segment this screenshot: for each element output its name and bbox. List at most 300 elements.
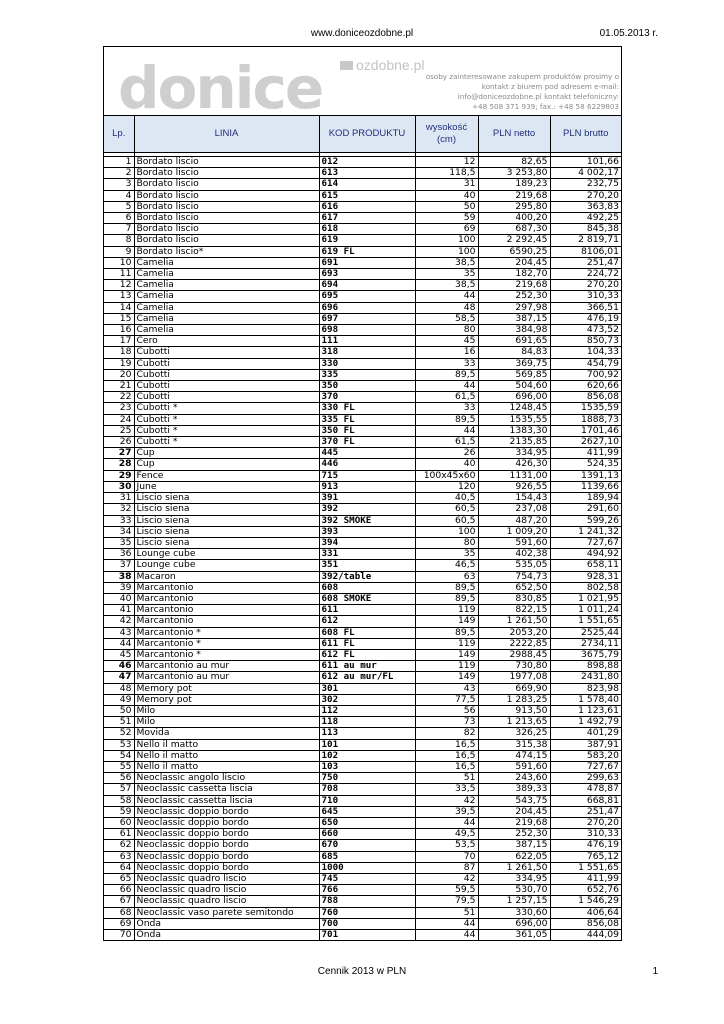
- cell-lp: 22: [104, 392, 134, 403]
- cell-brutto: 232,75: [550, 179, 621, 190]
- cell-lp: 46: [104, 661, 134, 672]
- cell-wysokosc: 58,5: [415, 313, 478, 324]
- cell-netto: 334,95: [478, 448, 550, 459]
- cell-kod: 392 SMOKE: [319, 515, 415, 526]
- cell-kod: 697: [319, 313, 415, 324]
- cell-netto: 543,75: [478, 795, 550, 806]
- cell-brutto: 2627,10: [550, 437, 621, 448]
- cell-kod: 766: [319, 885, 415, 896]
- header-url: www.doniceozdobne.pl: [310, 28, 414, 39]
- cell-kod: 701: [319, 930, 415, 941]
- cell-kod: 331: [319, 549, 415, 560]
- table-row: [104, 235, 621, 246]
- cell-linia: Neoclassic vaso parete semitondo: [134, 907, 319, 918]
- table-row: [104, 817, 621, 828]
- cell-linia: Nello il matto: [134, 739, 319, 750]
- cell-linia: Milo: [134, 717, 319, 728]
- table-header-row: [104, 116, 621, 153]
- cell-linia: Cubotti: [134, 347, 319, 358]
- cell-brutto: 2 819,71: [550, 235, 621, 246]
- cell-netto: 487,20: [478, 515, 550, 526]
- cell-lp: 41: [104, 605, 134, 616]
- table-row: [104, 918, 621, 929]
- cell-lp: 47: [104, 672, 134, 683]
- cell-lp: 23: [104, 403, 134, 414]
- cell-kod: 693: [319, 269, 415, 280]
- cell-wysokosc: 56: [415, 705, 478, 716]
- table-row: [104, 157, 621, 168]
- cell-netto: 696,00: [478, 918, 550, 929]
- table-row: [104, 885, 621, 896]
- col-header-wysokosc: wysokość (cm): [415, 116, 478, 153]
- cell-linia: Camelia: [134, 257, 319, 268]
- cell-lp: 67: [104, 896, 134, 907]
- cell-brutto: 1 578,40: [550, 694, 621, 705]
- cell-brutto: 1888,73: [550, 414, 621, 425]
- cell-linia: Liscio siena: [134, 526, 319, 537]
- cell-wysokosc: 100: [415, 246, 478, 257]
- cell-wysokosc: 149: [415, 649, 478, 660]
- cell-wysokosc: 119: [415, 661, 478, 672]
- table-row: [104, 257, 621, 268]
- cell-wysokosc: 59,5: [415, 885, 478, 896]
- cell-linia: Neoclassic angolo liscio: [134, 773, 319, 784]
- cell-lp: 58: [104, 795, 134, 806]
- cell-linia: Camelia: [134, 302, 319, 313]
- cell-wysokosc: 77,5: [415, 694, 478, 705]
- cell-brutto: 270,20: [550, 190, 621, 201]
- cell-kod: 393: [319, 526, 415, 537]
- table-row: [104, 907, 621, 918]
- cell-linia: Fence: [134, 470, 319, 481]
- cell-linia: Marcantonio *: [134, 638, 319, 649]
- cell-wysokosc: 80: [415, 325, 478, 336]
- cell-linia: June: [134, 481, 319, 492]
- cell-lp: 59: [104, 806, 134, 817]
- cell-lp: 35: [104, 537, 134, 548]
- cell-wysokosc: 40,5: [415, 493, 478, 504]
- cell-brutto: 765,12: [550, 851, 621, 862]
- cell-wysokosc: 46,5: [415, 560, 478, 571]
- cell-lp: 11: [104, 269, 134, 280]
- cell-brutto: 3675,79: [550, 649, 621, 660]
- cell-netto: 2222,85: [478, 638, 550, 649]
- cell-linia: Bordato liscio*: [134, 246, 319, 257]
- cell-linia: Nello il matto: [134, 761, 319, 772]
- cell-lp: 54: [104, 750, 134, 761]
- cell-netto: 84,83: [478, 347, 550, 358]
- table-row: [104, 179, 621, 190]
- banner: [104, 47, 621, 116]
- cell-lp: 66: [104, 885, 134, 896]
- table-row: [104, 448, 621, 459]
- cell-netto: 1 261,50: [478, 616, 550, 627]
- cell-kod: 612 au mur/FL: [319, 672, 415, 683]
- cell-kod: 760: [319, 907, 415, 918]
- cell-lp: 65: [104, 874, 134, 885]
- cell-kod: 446: [319, 459, 415, 470]
- cell-lp: 68: [104, 907, 134, 918]
- cell-wysokosc: 61,5: [415, 437, 478, 448]
- cell-netto: 6590,25: [478, 246, 550, 257]
- cell-brutto: 366,51: [550, 302, 621, 313]
- cell-brutto: 727,67: [550, 537, 621, 548]
- cell-lp: 24: [104, 414, 134, 425]
- table-row: [104, 291, 621, 302]
- cell-wysokosc: 40: [415, 459, 478, 470]
- cell-brutto: 401,29: [550, 728, 621, 739]
- cell-wysokosc: 33,5: [415, 784, 478, 795]
- cell-wysokosc: 16,5: [415, 761, 478, 772]
- cell-lp: 37: [104, 560, 134, 571]
- cell-lp: 44: [104, 638, 134, 649]
- cell-netto: 1977,08: [478, 672, 550, 683]
- table-row: [104, 537, 621, 548]
- cell-netto: 3 253,80: [478, 168, 550, 179]
- cell-lp: 12: [104, 280, 134, 291]
- cell-linia: Memory pot: [134, 694, 319, 705]
- cell-kod: 101: [319, 739, 415, 750]
- cell-kod: 392/table: [319, 571, 415, 582]
- cell-brutto: 1 021,95: [550, 593, 621, 604]
- cell-brutto: 270,20: [550, 280, 621, 291]
- cell-linia: Bordato liscio: [134, 213, 319, 224]
- table-row: [104, 425, 621, 436]
- cell-kod: 350 FL: [319, 425, 415, 436]
- cell-linia: Cubotti *: [134, 403, 319, 414]
- cell-brutto: 823,98: [550, 683, 621, 694]
- cell-linia: Marcantonio *: [134, 627, 319, 638]
- logo-sub: ozdobne.pl: [356, 57, 425, 73]
- cell-wysokosc: 118,5: [415, 168, 478, 179]
- cell-lp: 53: [104, 739, 134, 750]
- cell-netto: 389,33: [478, 784, 550, 795]
- cell-netto: 822,15: [478, 605, 550, 616]
- cell-kod: 1000: [319, 862, 415, 873]
- cell-linia: Marcantonio: [134, 582, 319, 593]
- cell-netto: 687,30: [478, 224, 550, 235]
- cell-netto: 530,70: [478, 885, 550, 896]
- cell-brutto: 494,92: [550, 549, 621, 560]
- cell-lp: 18: [104, 347, 134, 358]
- cell-linia: Neoclassic quadro liscio: [134, 874, 319, 885]
- cell-netto: 384,98: [478, 325, 550, 336]
- cell-lp: 4: [104, 190, 134, 201]
- cell-lp: 13: [104, 291, 134, 302]
- cell-wysokosc: 33: [415, 358, 478, 369]
- cell-netto: 334,95: [478, 874, 550, 885]
- cell-wysokosc: 44: [415, 930, 478, 941]
- cell-brutto: 189,94: [550, 493, 621, 504]
- cell-lp: 3: [104, 179, 134, 190]
- cell-netto: 426,30: [478, 459, 550, 470]
- cell-kod: 445: [319, 448, 415, 459]
- cell-linia: Neoclassic quadro liscio: [134, 885, 319, 896]
- cell-lp: 34: [104, 526, 134, 537]
- cell-kod: 913: [319, 481, 415, 492]
- cell-lp: 19: [104, 358, 134, 369]
- cell-lp: 43: [104, 627, 134, 638]
- cell-wysokosc: 82: [415, 728, 478, 739]
- cell-brutto: 476,19: [550, 840, 621, 851]
- cell-kod: 710: [319, 795, 415, 806]
- table-row: [104, 627, 621, 638]
- cell-linia: Bordato liscio: [134, 168, 319, 179]
- cell-netto: 219,68: [478, 280, 550, 291]
- cell-wysokosc: 35: [415, 269, 478, 280]
- cell-netto: 219,68: [478, 817, 550, 828]
- table-row: [104, 313, 621, 324]
- cell-linia: Cubotti *: [134, 425, 319, 436]
- table-row: [104, 694, 621, 705]
- cell-netto: 2053,20: [478, 627, 550, 638]
- cell-wysokosc: 60,5: [415, 504, 478, 515]
- cell-kod: 696: [319, 302, 415, 313]
- cell-linia: Neoclassic doppio bordo: [134, 817, 319, 828]
- cell-kod: 612: [319, 616, 415, 627]
- cell-lp: 14: [104, 302, 134, 313]
- table-row: [104, 549, 621, 560]
- table-row: [104, 213, 621, 224]
- cell-kod: 012: [319, 157, 415, 168]
- cell-brutto: 411,99: [550, 448, 621, 459]
- cell-lp: 42: [104, 616, 134, 627]
- col-header-brutto: PLN brutto: [550, 116, 621, 153]
- cell-netto: 2988,45: [478, 649, 550, 660]
- cell-kod: 613: [319, 168, 415, 179]
- cell-netto: 252,30: [478, 291, 550, 302]
- cell-kod: 618: [319, 224, 415, 235]
- cell-linia: Onda: [134, 930, 319, 941]
- cell-netto: 1 261,50: [478, 862, 550, 873]
- cell-linia: Movida: [134, 728, 319, 739]
- cell-brutto: 898,88: [550, 661, 621, 672]
- cell-wysokosc: 40: [415, 190, 478, 201]
- cell-wysokosc: 16,5: [415, 750, 478, 761]
- table-row: [104, 806, 621, 817]
- cell-lp: 7: [104, 224, 134, 235]
- cell-wysokosc: 89,5: [415, 627, 478, 638]
- table-row: [104, 840, 621, 851]
- cell-kod: 612 FL: [319, 649, 415, 660]
- cell-kod: 335 FL: [319, 414, 415, 425]
- cell-lp: 60: [104, 817, 134, 828]
- table-row: [104, 571, 621, 582]
- cell-wysokosc: 53,5: [415, 840, 478, 851]
- cell-netto: 387,15: [478, 313, 550, 324]
- cell-kod: 619: [319, 235, 415, 246]
- cell-kod: 750: [319, 773, 415, 784]
- cell-linia: Neoclassic doppio bordo: [134, 806, 319, 817]
- cell-lp: 69: [104, 918, 134, 929]
- table-row: [104, 381, 621, 392]
- cell-netto: 219,68: [478, 190, 550, 201]
- cell-wysokosc: 79,5: [415, 896, 478, 907]
- cell-kod: 660: [319, 829, 415, 840]
- cell-lp: 51: [104, 717, 134, 728]
- table-row: [104, 347, 621, 358]
- table-row: [104, 280, 621, 291]
- cell-wysokosc: 16,5: [415, 739, 478, 750]
- cell-lp: 33: [104, 515, 134, 526]
- table-row: [104, 761, 621, 772]
- cell-wysokosc: 73: [415, 717, 478, 728]
- contact-info: [419, 72, 619, 112]
- cell-lp: 5: [104, 201, 134, 212]
- table-row: [104, 560, 621, 571]
- cell-linia: Marcantonio: [134, 605, 319, 616]
- cell-netto: 326,25: [478, 728, 550, 739]
- table-row: [104, 728, 621, 739]
- cell-brutto: 251,47: [550, 806, 621, 817]
- cell-netto: 535,05: [478, 560, 550, 571]
- cell-wysokosc: 70: [415, 851, 478, 862]
- cell-brutto: 668,81: [550, 795, 621, 806]
- table-row: [104, 851, 621, 862]
- cell-lp: 48: [104, 683, 134, 694]
- cell-lp: 29: [104, 470, 134, 481]
- cell-kod: 391: [319, 493, 415, 504]
- cell-wysokosc: 44: [415, 817, 478, 828]
- cell-linia: Cubotti: [134, 358, 319, 369]
- cell-brutto: 224,72: [550, 269, 621, 280]
- cell-wysokosc: 100x45x60: [415, 470, 478, 481]
- cell-netto: 297,98: [478, 302, 550, 313]
- cell-netto: 1 009,20: [478, 526, 550, 537]
- cell-brutto: 1 551,65: [550, 862, 621, 873]
- cell-lp: 6: [104, 213, 134, 224]
- cell-brutto: 251,47: [550, 257, 621, 268]
- cell-brutto: 2525,44: [550, 627, 621, 638]
- cell-kod: 611 au mur: [319, 661, 415, 672]
- cell-kod: 301: [319, 683, 415, 694]
- col-header-netto: PLN netto: [478, 116, 550, 153]
- cell-wysokosc: 87: [415, 862, 478, 873]
- cell-linia: Bordato liscio: [134, 235, 319, 246]
- table-row: [104, 481, 621, 492]
- table-row: [104, 930, 621, 941]
- cell-lp: 70: [104, 930, 134, 941]
- cell-linia: Milo: [134, 705, 319, 716]
- cell-netto: 669,90: [478, 683, 550, 694]
- cell-brutto: 583,20: [550, 750, 621, 761]
- cell-wysokosc: 149: [415, 616, 478, 627]
- cell-brutto: 1 241,32: [550, 526, 621, 537]
- cell-brutto: 291,60: [550, 504, 621, 515]
- cell-kod: 616: [319, 201, 415, 212]
- cell-linia: Bordato liscio: [134, 179, 319, 190]
- cell-kod: 103: [319, 761, 415, 772]
- cell-kod: 715: [319, 470, 415, 481]
- cell-brutto: 310,33: [550, 829, 621, 840]
- cell-lp: 25: [104, 425, 134, 436]
- cell-netto: 569,85: [478, 369, 550, 380]
- cell-brutto: 492,25: [550, 213, 621, 224]
- table-row: [104, 369, 621, 380]
- cell-wysokosc: 42: [415, 795, 478, 806]
- cell-wysokosc: 80: [415, 537, 478, 548]
- cell-brutto: 310,33: [550, 291, 621, 302]
- cell-lp: 20: [104, 369, 134, 380]
- cell-kod: 370: [319, 392, 415, 403]
- cell-brutto: 454,79: [550, 358, 621, 369]
- cell-lp: 56: [104, 773, 134, 784]
- table-row: [104, 459, 621, 470]
- table-row: [104, 896, 621, 907]
- cell-brutto: 478,87: [550, 784, 621, 795]
- cell-kod: 694: [319, 280, 415, 291]
- table-row: [104, 795, 621, 806]
- cell-kod: 118: [319, 717, 415, 728]
- cell-lp: 50: [104, 705, 134, 716]
- cell-wysokosc: 51: [415, 907, 478, 918]
- cell-netto: 652,50: [478, 582, 550, 593]
- cell-lp: 9: [104, 246, 134, 257]
- cell-wysokosc: 45: [415, 336, 478, 347]
- table-row: [104, 661, 621, 672]
- cell-linia: Liscio siena: [134, 493, 319, 504]
- table-row: [104, 638, 621, 649]
- price-list-sheet: [103, 46, 622, 941]
- table-row: [104, 593, 621, 604]
- cell-wysokosc: 89,5: [415, 414, 478, 425]
- cell-linia: Camelia: [134, 280, 319, 291]
- cell-kod: 394: [319, 537, 415, 548]
- cell-kod: 111: [319, 336, 415, 347]
- cell-netto: 252,30: [478, 829, 550, 840]
- cell-lp: 10: [104, 257, 134, 268]
- cell-brutto: 444,09: [586, 929, 619, 941]
- cell-lp: 57: [104, 784, 134, 795]
- donice-logo: [118, 53, 428, 111]
- cell-lp: 38: [104, 571, 134, 582]
- contact-line: kontakt z biurem pod adresem e-mail:: [481, 82, 619, 91]
- table-row: [104, 269, 621, 280]
- cell-brutto: 473,52: [550, 325, 621, 336]
- cell-wysokosc: 31: [415, 179, 478, 190]
- cell-brutto: 270,20: [550, 817, 621, 828]
- cell-netto: 474,15: [478, 750, 550, 761]
- cell-wysokosc: 44: [415, 291, 478, 302]
- cell-netto: 315,38: [478, 739, 550, 750]
- page-number: 1: [652, 966, 658, 977]
- cell-brutto: 652,76: [550, 885, 621, 896]
- cell-linia: Neoclassic cassetta liscia: [134, 784, 319, 795]
- cell-lp: 45: [104, 649, 134, 660]
- cell-wysokosc: 33: [415, 403, 478, 414]
- cell-kod: 113: [319, 728, 415, 739]
- cell-lp: 21: [104, 381, 134, 392]
- cell-linia: Bordato liscio: [134, 190, 319, 201]
- cell-lp: 32: [104, 504, 134, 515]
- cell-brutto: 850,73: [550, 336, 621, 347]
- cell-kod: 608 SMOKE: [319, 593, 415, 604]
- cell-linia: Neoclassic doppio bordo: [134, 862, 319, 873]
- table-row: [104, 168, 621, 179]
- cell-netto: 402,38: [478, 549, 550, 560]
- table-row: [104, 470, 621, 481]
- cell-lp: 17: [104, 336, 134, 347]
- header-date: 01.05.2013 r.: [599, 28, 658, 39]
- cell-lp: 2: [104, 168, 134, 179]
- cell-linia: Lounge cube: [134, 549, 319, 560]
- table-row: [104, 750, 621, 761]
- cell-netto: 82,65: [478, 157, 550, 168]
- table-row: [104, 302, 621, 313]
- cell-lp: 15: [104, 313, 134, 324]
- cell-kod: 650: [319, 817, 415, 828]
- cell-linia: Cubotti: [134, 392, 319, 403]
